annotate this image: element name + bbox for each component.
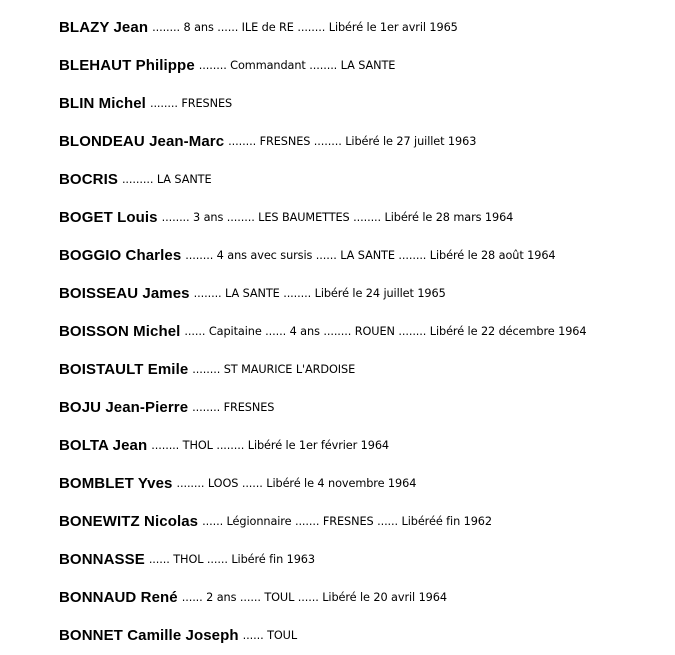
entry-details: ........ THOL ........ Libéré le 1er février 1964 [151,438,390,452]
document-page [59,8,669,654]
entry-name: BOISTAULT Emile [59,360,189,378]
list-item [59,350,669,388]
entry-details: ...... Capitaine ...... 4 ans ........ ROUEN ........ Libéré le 22 décembre 1964 [184,324,587,338]
list-item [59,236,669,274]
list-item [59,616,669,654]
entry-name: BONEWITZ Nicolas [59,512,199,530]
list-item [59,46,669,84]
entry-name: BOJU Jean-Pierre [59,398,189,416]
entry-name: BOLTA Jean [59,436,148,454]
list-item [59,502,669,540]
entry-details: ...... 2 ans ...... TOUL ...... Libéré le 20 avril 1964 [181,590,447,604]
entry-name: BLONDEAU Jean-Marc [59,132,225,150]
entry-name: BONNASSE [59,550,145,568]
entry-details: ........ Commandant ........ LA SANTE [198,58,396,72]
entry-details: ...... THOL ...... Libéré fin 1963 [148,552,315,566]
entry-details: ........ 4 ans avec sursis ...... LA SANTE ........ Libéré le 28 août 1964 [185,248,556,262]
list-item [59,540,669,578]
entry-name: BOMBLET Yves [59,474,173,492]
list-item [59,160,669,198]
entry-details: ........ FRESNES [149,96,233,110]
list-item [59,388,669,426]
list-item [59,198,669,236]
entry-name: BLIN Michel [59,94,146,112]
entry-name: BOISSON Michel [59,322,181,340]
entry-details: ...... TOUL [242,628,298,642]
list-item [59,578,669,616]
entry-name: BLAZY Jean [59,18,149,36]
list-item [59,312,669,350]
entry-details: ........ 3 ans ........ LES BAUMETTES ........ Libéré le 28 mars 1964 [161,210,514,224]
list-item [59,464,669,502]
entry-name: BOCRIS [59,170,118,188]
list-item [59,8,669,46]
entry-details: ........ FRESNES ........ Libéré le 27 juillet 1963 [228,134,477,148]
entry-details: ........ FRESNES [192,400,275,414]
entry-details: ........ 8 ans ...... ILE de RE ........ Libéré le 1er avril 1965 [152,20,458,34]
entry-name: BOGET Louis [59,208,158,226]
list-item [59,84,669,122]
entry-details: ........ LOOS ...... Libéré le 4 novembre 1964 [176,476,417,490]
entry-details: ........ LA SANTE ........ Libéré le 24 juillet 1965 [193,286,446,300]
entry-details: ........ ST MAURICE L'ARDOISE [192,362,356,376]
entry-name: BLEHAUT Philippe [59,56,195,74]
list-item [59,122,669,160]
entry-name: BONNAUD René [59,588,178,606]
entry-details: ...... Légionnaire ....... FRESNES ...... Libéréé fin 1962 [202,514,492,528]
entry-name: BOGGIO Charles [59,246,182,264]
list-item [59,274,669,312]
entry-name: BONNET Camille Joseph [59,626,239,644]
entry-details: ......... LA SANTE [121,172,212,186]
list-item [59,426,669,464]
entry-name: BOISSEAU James [59,284,190,302]
